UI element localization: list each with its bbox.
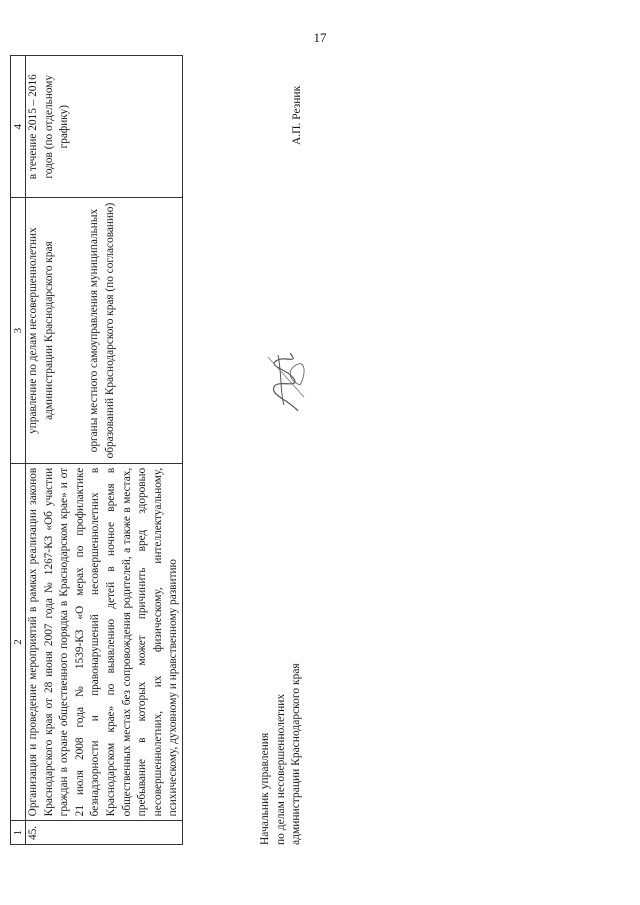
- landscape-content: [10, 55, 340, 845]
- measure-description: Организация и проведение мероприятий в рамках реализации законов Краснодарского края от 28 июня 2007 года № 1267-КЗ «Об участии граждан в охране общественного порядка в Краснодарском крае» и от 21 июля 2008 года № 1539-КЗ «О мерах по профилактике безнадзорности и правонарушений несовершеннолетних в Краснодарском крае» по выявлению детей в ночное время в общественных местах без сопровождения родителей, а также в местах, пребывание в которых может причинить вред здоровью несовершеннолетних, их физическому, интеллектуальному, психическому, духовному и нравственному развитию: [26, 463, 183, 821]
- signature-name: А.П. Резник: [291, 85, 303, 145]
- table-header-row: [11, 56, 26, 845]
- signature-title-line: по делам несовершеннолетних: [274, 693, 287, 845]
- signature-title: [258, 485, 305, 845]
- page-number: 17: [313, 30, 327, 45]
- executor-local: органы местного самоуправления муниципальных образований Краснодарского края (по согласованию): [88, 202, 116, 459]
- measures-table: [10, 55, 183, 845]
- executor-main: управление по делам несовершеннолетних администрации Краснодарского края: [27, 227, 55, 434]
- row-number: 45.: [26, 821, 183, 845]
- executor-spacer: [57, 202, 87, 458]
- handwritten-signature: [260, 345, 310, 415]
- header-col-2: 2: [11, 463, 26, 821]
- header-col-4: 4: [11, 56, 26, 198]
- executors-cell: [26, 198, 183, 463]
- table-row: [26, 56, 183, 845]
- header-col-3: 3: [11, 198, 26, 463]
- signature-title-line: Начальник управления: [259, 732, 271, 845]
- deadline: в течение 2015 – 2016 годов (по отдельному графику): [26, 56, 183, 198]
- header-col-1: 1: [11, 821, 26, 845]
- signature-title-line: администрации Краснодарского края: [290, 663, 302, 845]
